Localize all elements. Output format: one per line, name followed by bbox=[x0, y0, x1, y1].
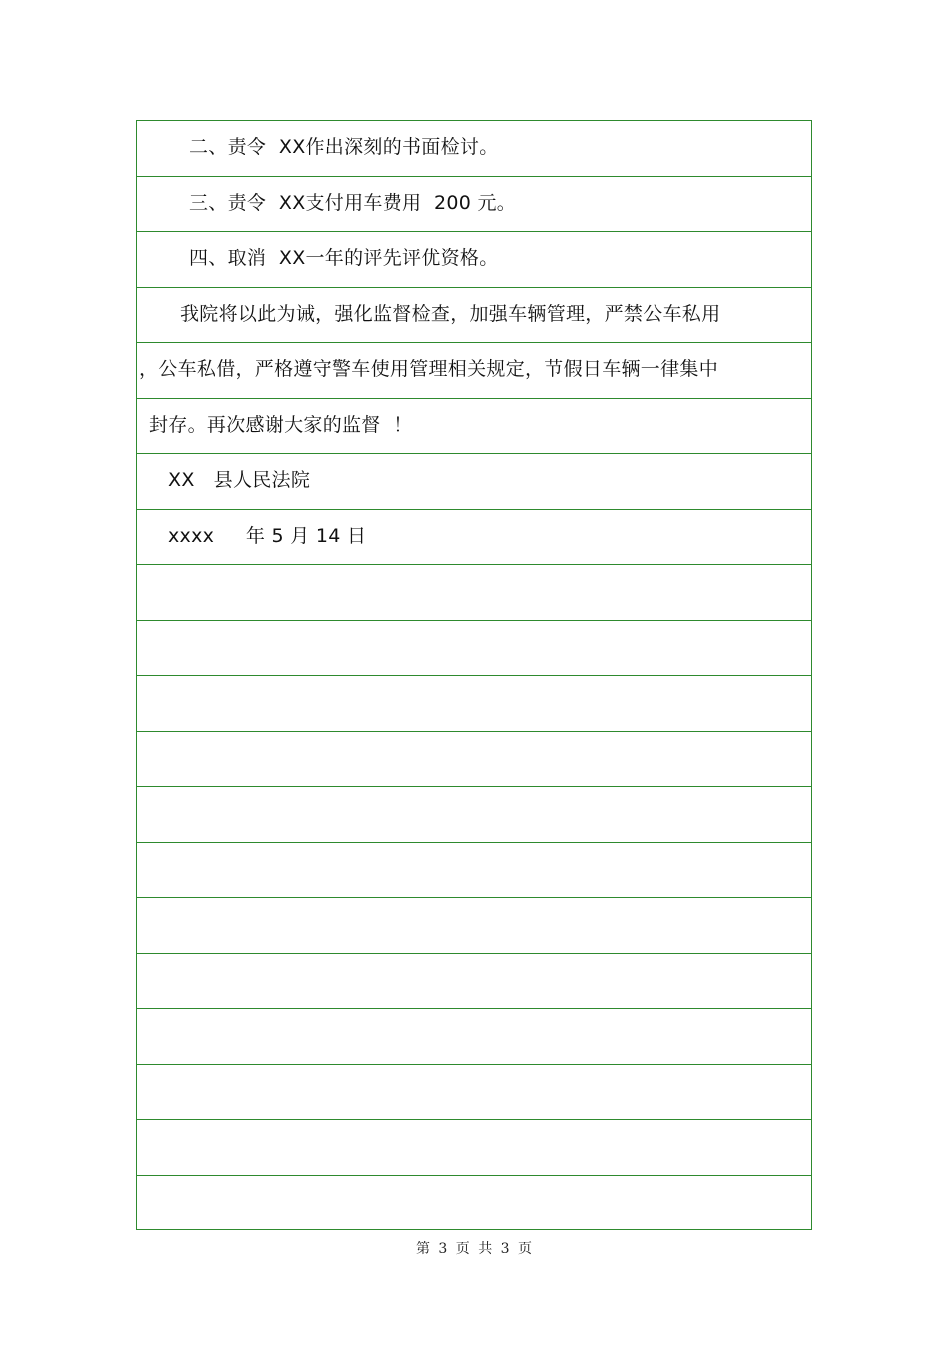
signature-date: xxxx 年 5 月 14 日 bbox=[168, 524, 367, 547]
ruled-row bbox=[137, 454, 811, 510]
ruled-row bbox=[137, 121, 811, 177]
text-line-penalty-3: 三、责令 XX支付用车费用 200 元。 bbox=[189, 191, 517, 214]
ruled-row bbox=[137, 343, 811, 399]
ruled-row bbox=[137, 1176, 811, 1232]
ruled-row bbox=[137, 787, 811, 843]
lined-paper-box bbox=[136, 120, 812, 1230]
ruled-row bbox=[137, 898, 811, 954]
ruled-row bbox=[137, 954, 811, 1010]
ruled-row bbox=[137, 1009, 811, 1065]
ruled-row bbox=[137, 676, 811, 732]
signature-issuer: XX 县人民法院 bbox=[168, 469, 311, 491]
text-line-penalty-4: 四、取消 XX一年的评先评优资格。 bbox=[189, 247, 499, 269]
ruled-row bbox=[137, 565, 811, 621]
ruled-row bbox=[137, 232, 811, 288]
ruled-row bbox=[137, 843, 811, 899]
ruled-row bbox=[137, 510, 811, 566]
ruled-row bbox=[137, 399, 811, 455]
text-line-closing-1: 我院将以此为诫，强化监督检查，加强车辆管理，严禁公车私用 bbox=[180, 302, 721, 325]
ruled-row bbox=[137, 732, 811, 788]
text-line-closing-3: 封存。再次感谢大家的监督 ！ bbox=[149, 413, 413, 436]
ruled-row bbox=[137, 177, 811, 233]
page-number-footer: 第 3 页 共 3 页 bbox=[415, 1241, 535, 1257]
text-line-closing-2: ，公车私借，严格遵守警车使用管理相关规定，节假日车辆一律集中 bbox=[139, 358, 719, 380]
ruled-row bbox=[137, 1065, 811, 1121]
ruled-row bbox=[137, 1120, 811, 1176]
text-line-penalty-2: 二、责令 XX作出深刻的书面检讨。 bbox=[189, 136, 499, 158]
ruled-row bbox=[137, 621, 811, 677]
ruled-row bbox=[137, 288, 811, 344]
